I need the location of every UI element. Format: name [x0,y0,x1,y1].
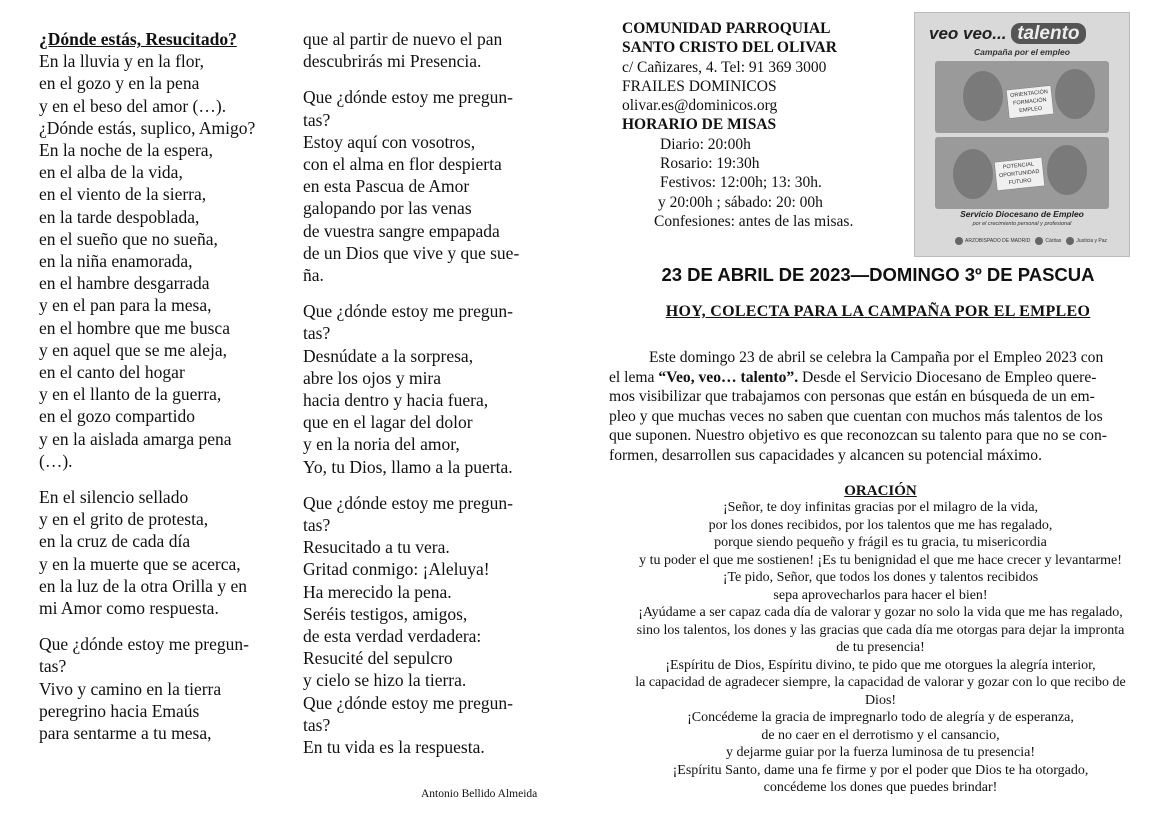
parish-name: COMUNIDAD PARROQUIAL [622,20,831,37]
text-line: en el hombre que me busca [39,317,230,338]
parish-header [622,19,902,231]
prayer-text [608,499,1153,797]
parish-order: FRAILES DOMINICOS [622,77,777,95]
text-line: peregrino hacia Emaús [39,700,200,721]
text-line: ¿Dónde estás, suplico, Amigo? [39,117,256,138]
text-line: en el alba de la vida, [39,162,183,183]
text-line: y en aquel que se me aleja, [39,339,228,360]
archdiocese-logo: ARZOBISPADO DE MADRID [955,237,1030,245]
text-line: ¡Ayúdame a ser capaz cada día de valorar y gozar no solo la vida que me has regalado, [638,605,1123,620]
text-line: En tu vida es la respuesta. [303,737,485,758]
text-line: y en el grito de protesta, [39,509,209,530]
prayer-title: ORACIÓN [844,483,917,499]
text-line: sino los talentos, los dones y las gracias que cada día me otorgas para dejar la impronta [636,622,1125,638]
text-line: y en la noria del amor, [303,434,460,455]
poem-stanza [39,486,289,619]
poem-stanza [303,300,553,478]
text-line: Vivo y camino en la tierra [39,678,222,699]
text-line: En la lluvia y en la flor, [39,51,205,72]
schedule-line: Festivos: 12:00h; 13: 30h. [660,174,822,192]
poster-card-1: ORIENTACIÓN FORMACIÓN EMPLEO [1006,85,1055,120]
text-line: de tu presencia! [836,640,925,655]
poem-stanza [39,633,289,744]
text-line: mi Amor como respuesta. [39,598,219,619]
text-line: abre los ojos y mira [303,367,442,388]
collect-heading: HOY, COLECTA PARA LA CAMPAÑA POR EL EMPLEO [665,303,1091,320]
text-line: tas? [303,323,331,344]
text-line: en la luz de la otra Orilla y en [39,575,247,596]
text-line: ¡Te pido, Señor, que todos los dones y talentos recibidos [722,570,1039,585]
text-line: Desnúdate a la sorpresa, [303,345,474,366]
text-line: descubrirás mi Presencia. [303,51,482,72]
poster-photo-bottom [935,137,1109,209]
campaign-paragraph: Este domingo 23 de abril se celebra la Campaña por el Empleo 2023 con el lema “Veo, veo… talento”. Desde el Servicio Diocesano de Empleo quere- mos visibilizar que trabajamos con personas que están en búsqueda de un em- pleo y que muchas veces no saben que cuentan con muchos más talentos de los que suponen. Nuestro objetivo es que reconozcan su talento para que no se con- formen, desarrollen sus capacidades y alcancen su potencial máximo. [609,349,1107,464]
text-line: en el gozo compartido [39,406,195,427]
text-line: de esta verdad verdadera: [303,626,482,647]
text-line: Que ¿dónde estoy me pregun- [303,492,513,513]
poem-stanza [303,28,553,72]
poster-logos [955,237,1107,245]
poem-column-right [303,28,553,758]
parish-email: olivar.es@dominicos.org [622,97,778,115]
poem-title: ¿Dónde estás, Resucitado? [39,29,237,49]
text-line: Resucitado a tu vera. [303,537,450,558]
date-heading: 23 DE ABRIL DE 2023—DOMINGO 3º DE PASCUA [661,264,1095,285]
schedule-title: HORARIO DE MISAS [622,116,777,134]
poster-footer-sub: por el crecimiento personal y profesional [972,221,1072,227]
poem-stanza [303,86,553,286]
text-line: en el hambre desgarrada [39,273,210,294]
text-line: y dejarme guiar por la fuerza luminosa de tu presencia! [725,745,1036,760]
text-line: Que ¿dónde estoy me pregun- [303,301,513,322]
poem-stanza [303,492,553,758]
text-line: Que ¿dónde estoy me pregun- [303,692,513,713]
text-line: de no caer en el derrotismo y el cansancio, [761,727,1000,743]
text-line: Yo, tu Dios, llamo a la puerta. [303,456,513,477]
text-line: ¡Señor, te doy infinitas gracias por el milagro de la vida, [722,500,1039,515]
text-line: en el canto del hogar [39,362,185,383]
poem-column-left [39,28,289,744]
text-line: Que ¿dónde estoy me pregun- [303,87,513,108]
text-line: en el gozo y en la pena [39,73,200,94]
text-line: hacia dentro y hacia fuera, [303,390,489,411]
text-line: y en el llanto de la guerra, [39,384,222,405]
campaign-poster [914,12,1130,257]
text-line: porque siendo pequeño y frágil es tu gracia, tu misericordia [714,535,1047,550]
text-line: Seréis testigos, amigos, [303,603,468,624]
text-line: por los dones recibidos, por los talentos que me has regalado, [708,517,1053,533]
text-line: Ha merecido la pena. [303,581,452,602]
text-line: y tu poder el que me sostienen! ¡Es tu benignidad el que me hace crecer y levantarme! [639,552,1122,568]
text-line: y en la muerte que se acerca, [39,553,241,574]
text-line: para sentarme a tu mesa, [39,723,212,744]
text-line: en esta Pascua de Amor [303,176,470,197]
schedule-line: Rosario: 19:30h [660,155,760,173]
text-line: en el viento de la sierra, [39,184,207,205]
schedule-line: y 20:00h ; sábado: 20: 00h [658,193,823,211]
text-line: ¡Concédeme la gracia de impregnarlo todo de alegría y de esperanza, [687,710,1074,725]
text-line: sepa aprovecharlos para hacer el bien! [773,587,988,603]
text-line: tas? [303,109,331,130]
schedule-line: Confesiones: antes de las misas. [654,212,854,230]
text-line: en la niña enamorada, [39,251,193,272]
schedule-line: Diario: 20:00h [660,135,751,153]
text-line: en la cruz de cada día [39,531,191,552]
poem-stanza [39,50,289,472]
text-line: (…). [39,450,73,471]
text-line: Que ¿dónde estoy me pregun- [39,634,249,655]
poster-subtitle: Campaña por el empleo [974,47,1070,57]
text-line: y cielo se hizo la tierra. [303,670,467,691]
text-line: Resucité del sepulcro [303,648,453,669]
justicia-paz-logo: Justicia y Paz [1066,237,1107,245]
text-line: En la noche de la espera, [39,140,213,161]
text-line: En el silencio sellado [39,487,189,508]
text-line: en el sueño que no sueña, [39,228,218,249]
text-line: ¡Espíritu de Dios, Espíritu divino, te pido que me otorgues la alegría interior, [665,657,1096,673]
text-line: que en el lagar del dolor [303,412,473,433]
parish-address: c/ Cañizares, 4. Tel: 91 369 3000 [622,58,827,76]
text-line: Gritad conmigo: ¡Aleluya! [303,559,490,580]
text-line: ¡Espíritu Santo, dame una fe firme y por el poder que Dios te ha otorgado, [672,762,1089,778]
text-line: Estoy aquí con vosotros, [303,131,476,152]
text-line: la capacidad de agradecer siempre, la capacidad de valorar y gozar con lo que recibo de [635,675,1126,690]
text-line: y en el pan para la mesa, [39,295,212,316]
text-line: de vuestra sangre empapada [303,220,500,241]
text-line: concédeme los dones que puedes brindar! [763,780,998,795]
text-line: y en la aislada amarga pena [39,428,232,449]
text-line: galopando por las venas [303,198,472,219]
text-line: con el alma en flor despierta [303,154,502,175]
text-line: y en el beso del amor (…). [39,95,227,116]
text-line: Dios! [864,692,897,708]
parish-name-2: SANTO CRISTO DEL OLIVAR [622,39,837,57]
text-line: tas? [303,714,331,735]
poem-author: Antonio Bellido Almeida [421,788,538,800]
text-line: que al partir de nuevo el pan [303,29,503,49]
text-line: en la tarde despoblada, [39,206,200,227]
poster-title: veo veo... talento [929,23,1086,45]
text-line: ña. [303,265,324,286]
poster-card-2: POTENCIAL OPORTUNIDAD FUTURO [994,157,1045,192]
poster-photo-top [935,61,1109,133]
text-line: tas? [303,515,331,536]
poster-footer: Servicio Diocesano de Empleo [960,209,1084,219]
text-line: de un Dios que vive y que sue- [303,242,520,263]
caritas-logo: Cáritas [1035,237,1061,245]
text-line: tas? [39,656,67,677]
